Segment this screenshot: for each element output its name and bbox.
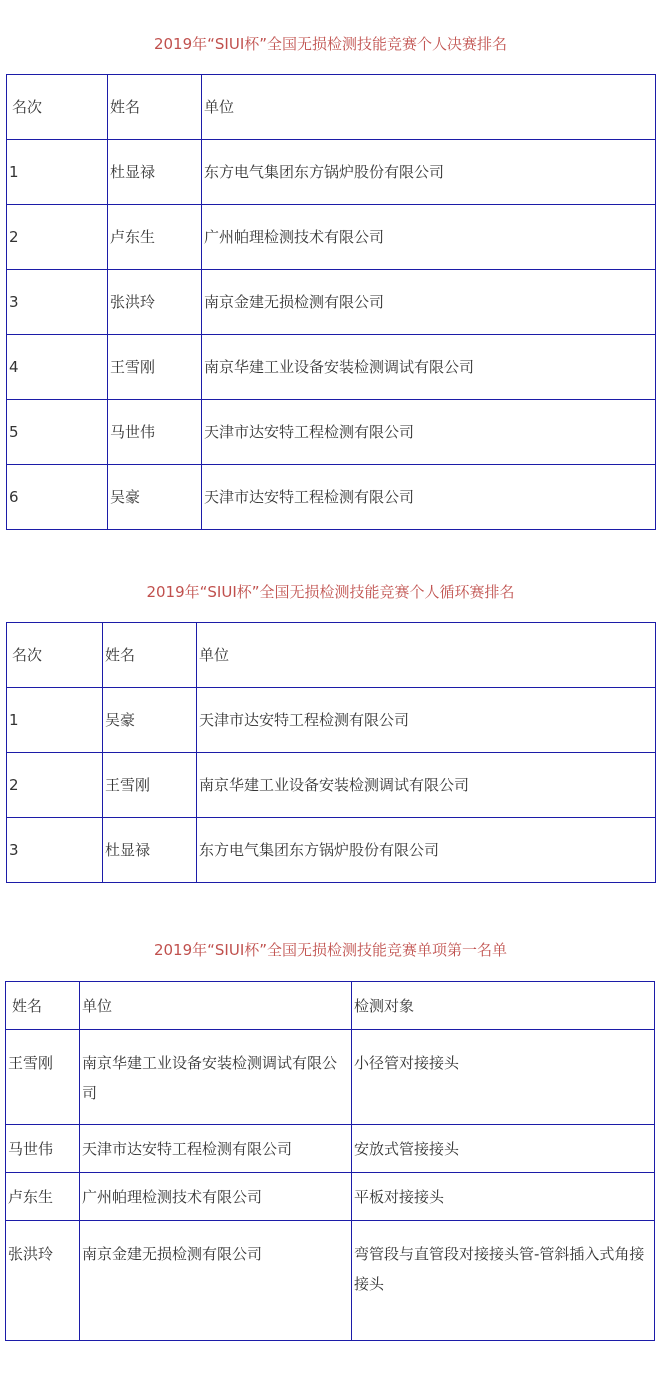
rank-cell: 4 [7,335,108,400]
header-name: 姓名 [108,75,202,140]
table-row [6,1221,655,1341]
rank-cell: 3 [7,818,103,883]
header-unit: 单位 [197,623,656,688]
table-row [6,1173,655,1221]
header-rank: 名次 [7,75,108,140]
rank-cell: 1 [7,140,108,205]
final-ranking-table [6,74,656,530]
table-row [7,688,656,753]
section2-title: 2019年“SIUI杯”全国无损检测技能竞赛个人循环赛排名 [146,583,515,601]
unit-cell: 天津市达安特工程检测有限公司 [202,400,656,465]
unit-cell: 东方电气集团东方锅炉股份有限公司 [197,818,656,883]
name-cell: 马世伟 [108,400,202,465]
rank-cell: 2 [7,753,103,818]
name-cell: 王雪刚 [108,335,202,400]
name-cell: 卢东生 [108,205,202,270]
name-cell: 卢东生 [6,1173,80,1221]
header-unit: 单位 [202,75,656,140]
unit-cell: 南京华建工业设备安装检测调试有限公司 [197,753,656,818]
unit-cell: 南京金建无损检测有限公司 [80,1221,352,1341]
test-object-cell: 小径管对接接头 [352,1030,655,1125]
table-row [6,1125,655,1173]
table-row [7,465,656,530]
table-row [7,270,656,335]
test-object-cell: 安放式管接接头 [352,1125,655,1173]
round-robin-ranking-table [6,622,656,883]
table-header-row [7,75,656,140]
table-header-row [7,623,656,688]
unit-cell: 东方电气集团东方锅炉股份有限公司 [202,140,656,205]
name-cell: 张洪玲 [6,1221,80,1341]
rank-cell: 6 [7,465,108,530]
unit-cell: 南京华建工业设备安装检测调试有限公司 [202,335,656,400]
unit-cell: 天津市达安特工程检测有限公司 [197,688,656,753]
section1-title: 2019年“SIUI杯”全国无损检测技能竞赛个人决赛排名 [153,35,508,53]
table-row [7,818,656,883]
name-cell: 马世伟 [6,1125,80,1173]
table-row [6,1030,655,1125]
unit-cell: 天津市达安特工程检测有限公司 [80,1125,352,1173]
header-rank: 名次 [7,623,103,688]
name-cell: 吴豪 [103,688,197,753]
unit-cell: 广州帕理检测技术有限公司 [80,1173,352,1221]
table-row [7,140,656,205]
name-cell: 吴豪 [108,465,202,530]
name-cell: 杜显禄 [103,818,197,883]
test-object-cell: 弯管段与直管段对接接头管-管斜插入式角接接头 [352,1221,655,1341]
header-unit: 单位 [80,982,352,1030]
unit-cell: 南京华建工业设备安装检测调试有限公司 [80,1030,352,1125]
name-cell: 张洪玲 [108,270,202,335]
section3-title: 2019年“SIUI杯”全国无损检测技能竞赛单项第一名单 [153,941,508,959]
unit-cell: 天津市达安特工程检测有限公司 [202,465,656,530]
table-row [7,753,656,818]
name-cell: 杜显禄 [108,140,202,205]
rank-cell: 1 [7,688,103,753]
table-row [7,400,656,465]
rank-cell: 3 [7,270,108,335]
test-object-cell: 平板对接接头 [352,1173,655,1221]
rank-cell: 2 [7,205,108,270]
header-test-object: 检测对象 [352,982,655,1030]
header-name: 姓名 [6,982,80,1030]
name-cell: 王雪刚 [6,1030,80,1125]
unit-cell: 南京金建无损检测有限公司 [202,270,656,335]
rank-cell: 5 [7,400,108,465]
single-event-winners-table [5,981,655,1341]
table-row [7,205,656,270]
table-header-row [6,982,655,1030]
name-cell: 王雪刚 [103,753,197,818]
unit-cell: 广州帕理检测技术有限公司 [202,205,656,270]
header-name: 姓名 [103,623,197,688]
table-row [7,335,656,400]
